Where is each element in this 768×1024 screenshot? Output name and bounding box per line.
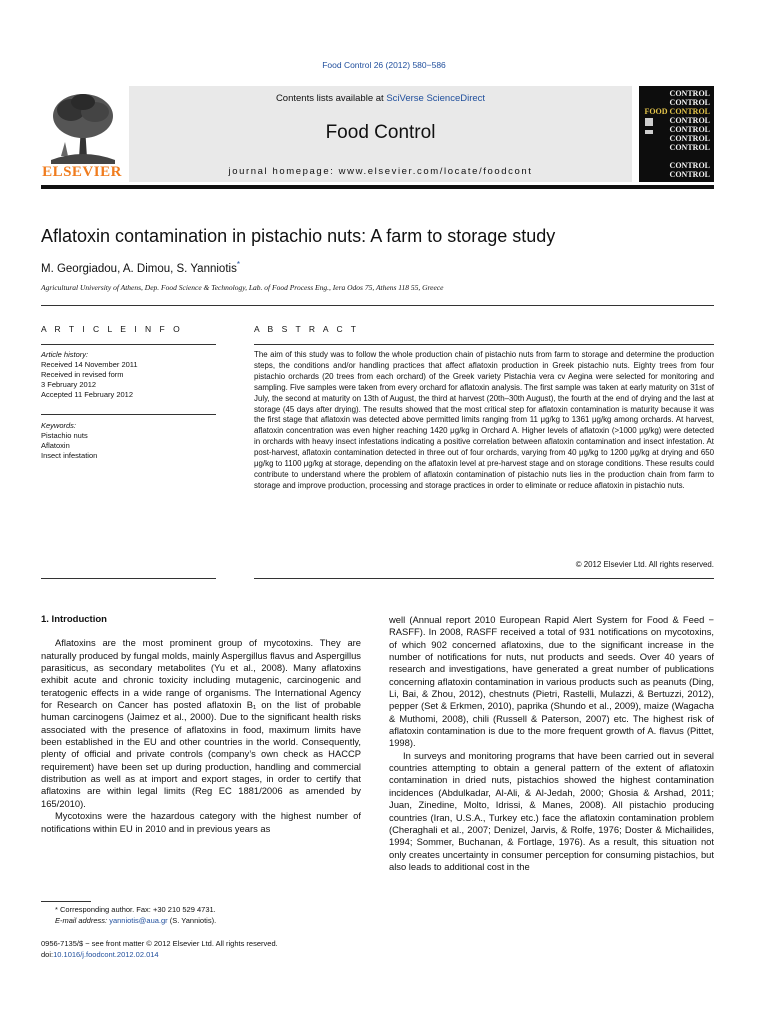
section-heading-introduction: 1. Introduction bbox=[41, 614, 107, 625]
divider bbox=[41, 344, 216, 345]
body-paragraph: well (Annual report 2010 European Rapid Alert System for Food & Feed − RASFF). In 2008, RASFF received a total of 931 notifications on mycotoxins, of which 902 concerned aflatoxins, due to the significant increase in the number of notifications for nuts, nut products and seeds. Over 40 years of research and investigations, have generated a great number of publications concerning aflatoxin contamination in various products such as peanuts (Ding, Li, Bai, & Zhou, 2012), chestnuts (Pietri, Rastelli, Mulazzi, & Bertuzzi, 2012), pepper (Set & Erkmen, 2010), paprika (Shundo et al., 2009), maize (Wagacha & Muthomi, 2008), chili (Russell & Paterson, 2007) etc. The highest risk of aflatoxin contamination is due to the more frequent growth of A. flavus (Pittet, 1998). bbox=[389, 614, 714, 749]
cover-text: CONTROL bbox=[669, 143, 710, 152]
masthead bbox=[41, 82, 714, 186]
journal-homepage-link[interactable]: journal homepage: www.elsevier.com/locate/foodcont bbox=[228, 166, 533, 177]
cover-text: CONTROL bbox=[669, 116, 710, 125]
cover-text: CONTROL bbox=[669, 161, 710, 170]
publisher-name: ELSEVIER bbox=[42, 164, 122, 180]
article-history bbox=[41, 350, 216, 400]
body-paragraph: In surveys and monitoring programs that have been carried out in several countries attempting to obtain a general pattern of the extent of aflatoxin contamination in dried nuts, pistachios showed the highest contamination incidences (Abdulkadar, Al-Ali, & Al-Jedah, 2000; Ghosia & Arshad, 2011; Juan, Zinedine, Molto, Idrissi, & Manes, 2008). All pistachio producing countries (Iran, U.S.A., Turkey etc.) face the aflatoxin contamination problem (Cheraghali et al., 2007; Denizel, Jarvis, & Rolfe, 1976; Doster & Michailides, 1994; Sommer, Buchanan, & Fortlage, 1976). As a result, this situation not only creates uncertainty in consumer perception for consuming pistachios, but also leads to additional cost in the bbox=[389, 749, 714, 872]
journal-banner bbox=[129, 86, 632, 182]
history-item: Accepted 11 February 2012 bbox=[41, 390, 134, 399]
cover-square-icon bbox=[645, 130, 653, 134]
divider bbox=[41, 414, 216, 415]
masthead-rule bbox=[41, 185, 714, 189]
keyword-item: Pistachio nuts bbox=[41, 431, 88, 440]
email-label: E-mail address: bbox=[55, 915, 110, 925]
article-title: Aflatoxin contamination in pistachio nuts: A farm to storage study bbox=[41, 226, 556, 246]
issn-line: 0956-7135/$ − see front matter © 2012 Elsevier Ltd. All rights reserved. bbox=[41, 939, 278, 948]
divider bbox=[254, 344, 714, 345]
divider bbox=[41, 305, 714, 306]
abstract-heading: A B S T R A C T bbox=[254, 324, 360, 334]
body-paragraph: Aflatoxins are the most prominent group of mycotoxins. They are naturally produced by fungal molds, mainly Aspergillus flavus and Aspergillus parasiticus, as secondary metabolites (Yu et al., 2008). Many aflatoxins exhibit acute and chronic toxicity including mutagenic, carcinogenic and teratogenic effects in a wide range of organisms. The International Agency for Research on Cancer has posted aflatoxin B₁ on the list of probable human carcinogens (Jaimez et al., 2000). Due to the significant health risks associated with the presence of aflatoxins in food, maximum limits have been established in the EU and other countries in the world. Consequently, plenty of official and private controls (company’s own check as HACCP requirement) have been set up during production, handling and commercial distribution as well as at import and export stages, in order to certify that aflatoxins are within legal limits (Reg EC 1881/2006 as amended by 165/2010). bbox=[41, 637, 361, 809]
email-link[interactable]: yanniotis@aua.gr bbox=[109, 915, 168, 925]
cover-text: CONTROL bbox=[669, 125, 710, 134]
cover-text: FOOD CONTROL bbox=[644, 107, 710, 116]
publication-meta bbox=[41, 938, 278, 960]
divider bbox=[254, 578, 714, 579]
cover-text: CONTROL bbox=[669, 134, 710, 143]
corresponding-author-note: * Corresponding author. Fax: +30 210 529 4731. bbox=[55, 905, 216, 914]
keyword-item: Aflatoxin bbox=[41, 441, 70, 450]
keywords-heading: Keywords: bbox=[41, 421, 77, 430]
authors-text: M. Georgiadou, A. Dimou, S. Yanniotis bbox=[41, 262, 237, 275]
author-list bbox=[41, 260, 240, 275]
copyright-line: © 2012 Elsevier Ltd. All rights reserved. bbox=[575, 560, 714, 569]
divider bbox=[41, 578, 216, 579]
abstract-text: The aim of this study was to follow the whole production chain of pistachio nuts from farm to storage and determine the production steps, the conditions and/or handling practices that affect aflatoxin production in Greek pistachio nuts. Eighty trees from four pistachio orchards (20 trees from each orchard) of the Greek variety Pistachia vera cv Aegina were selected for monitoring and sampling. Five samples were taken from every orchard for aflatoxin analysis. The first sample was taken at early maturity on 31st of July, the second at maturity on 13th of August, the third at harvest (20th–30th August), the fourth at the end of drying and the last at storage (45 days after drying). The results showed that the most critical step for aflatoxin contamination is maturity because it was the first stage that aflatoxin was detected above permitted limits ranging from 11 μg/kg to 1361 μg/kg among orchards. At harvest, aflatoxin concentration was even higher reaching 1420 μg/kg in Orchard A. Higher levels of aflatoxin (>1000 μg/kg) were detected in orchards with heavy insect infestations indicating a positive correlation between aflatoxin contamination and insect infestation. At post-harvest, aflatoxin contamination detected in three out of four orchards, varying from 40 μg/kg to 1200 μg/kg at drying and 650 μg/kg to 1100 μg/kg at storage, depending on the aflatoxin level at pre-harvest stage and on storage conditions. These results could contribute to understand where the problem of aflatoxin contamination of pistachio nuts lies in the production chain from farm to storage and improve production, processing and storage practices in order to eliminate or reduce aflatoxin in pistachio nuts. bbox=[254, 350, 714, 490]
journal-citation[interactable]: Food Control 26 (2012) 580−586 bbox=[322, 60, 446, 70]
corresponding-author-mark[interactable]: * bbox=[236, 260, 240, 269]
doi-line bbox=[41, 949, 278, 960]
body-paragraph: Mycotoxins were the hazardous category with the highest number of notifications within EU in 2010 and in previous years as bbox=[41, 810, 361, 834]
contents-prefix: Contents lists available at bbox=[275, 93, 387, 104]
doi-link[interactable]: 10.1016/j.foodcont.2012.02.014 bbox=[53, 950, 159, 959]
email-suffix: (S. Yanniotis). bbox=[167, 915, 217, 925]
cover-text: CONTROL bbox=[669, 89, 710, 98]
history-heading: Article history: bbox=[41, 350, 89, 359]
footnote bbox=[41, 905, 361, 926]
body-column-right bbox=[389, 614, 714, 873]
keywords bbox=[41, 421, 216, 461]
article-info-heading: A R T I C L E I N F O bbox=[41, 324, 183, 334]
journal-title: Food Control bbox=[325, 122, 436, 143]
history-item: Received in revised form bbox=[41, 370, 124, 379]
sciencedirect-link[interactable]: SciVerse ScienceDirect bbox=[386, 93, 486, 104]
cover-text: CONTROL bbox=[669, 98, 710, 107]
body-column-left bbox=[41, 614, 361, 835]
journal-cover-thumbnail[interactable] bbox=[639, 86, 714, 182]
history-item: Received 14 November 2011 bbox=[41, 360, 138, 369]
history-item: 3 February 2012 bbox=[41, 380, 97, 389]
footnote-rule bbox=[41, 901, 91, 902]
email-note bbox=[41, 916, 361, 927]
affiliation: Agricultural University of Athens, Dep. Food Science & Technology, Lab. of Food Process Eng., Iera Odos 75, Athens 118 55, Greece bbox=[41, 283, 444, 292]
contents-line bbox=[129, 93, 632, 104]
cover-square-icon bbox=[645, 118, 653, 126]
doi-label: doi: bbox=[41, 950, 54, 959]
cover-text: CONTROL bbox=[669, 170, 710, 179]
keyword-item: Insect infestation bbox=[41, 451, 98, 460]
